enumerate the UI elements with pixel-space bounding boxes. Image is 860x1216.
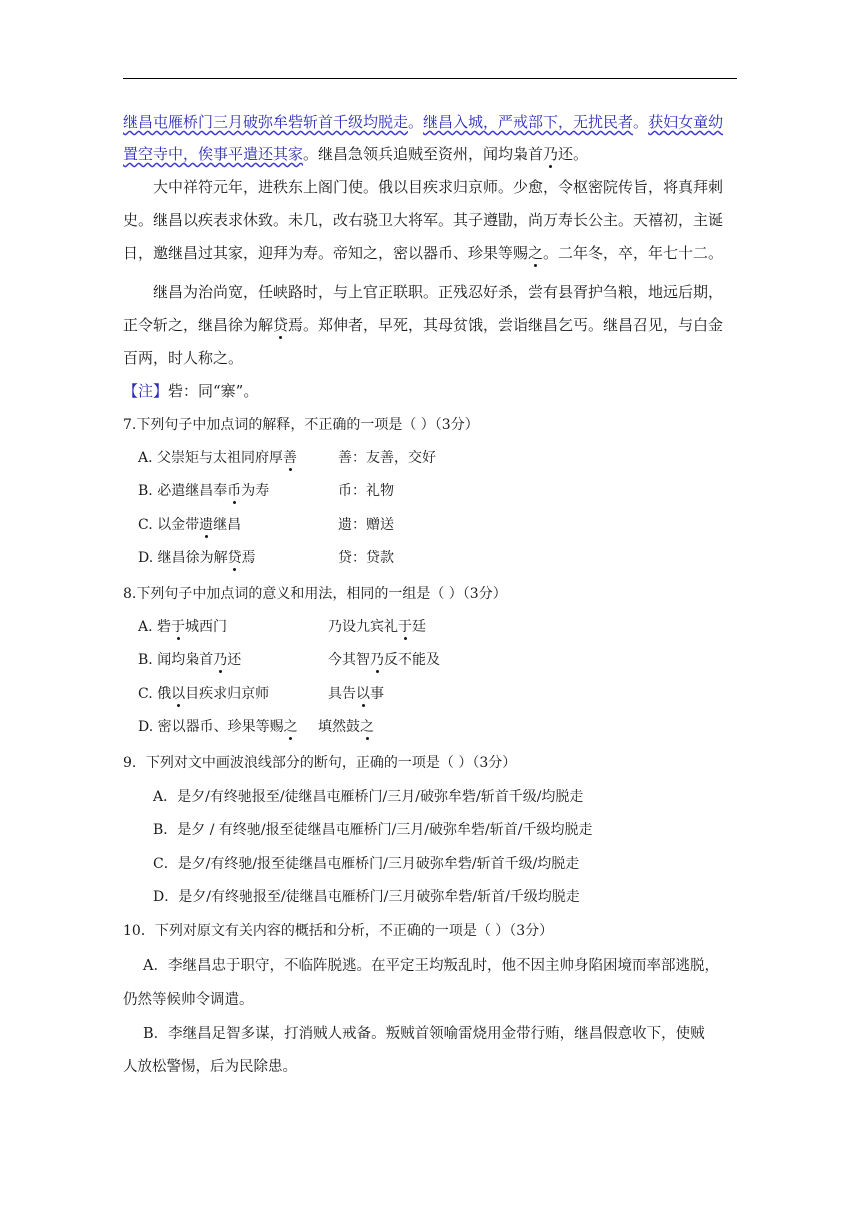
compare-text: 事 — [370, 686, 384, 702]
dotted-word: 贷 — [273, 316, 289, 334]
q8-option-a — [138, 617, 227, 637]
dotted-word: 善 — [283, 450, 298, 466]
option-text: B. 必遣继昌奉 — [138, 483, 228, 499]
dotted-word: 乃 — [370, 652, 384, 668]
dotted-word: 乃 — [213, 652, 228, 668]
dotted-word: 于 — [171, 619, 186, 635]
q7-gloss-a: 善：友善，交好 — [338, 450, 436, 466]
q9-option-b: B．是夕 / 有终驰/报至徒继昌屯雁桥门/三月/破弥牟砦/斩首/千级均脱走 — [153, 822, 593, 838]
text: 焉。郑伸者，早死，其母贫饿，尝诣继昌乞丐。继昌召见，与白金 — [288, 316, 724, 334]
compare-text: 具告 — [328, 686, 356, 702]
option-text: D. 继昌徐为解 — [138, 550, 228, 566]
note — [123, 381, 258, 401]
text: 还。 — [558, 145, 589, 163]
option-text: A. 砦 — [138, 619, 172, 635]
compare-text: 乃设九宾礼 — [328, 619, 398, 635]
underlined-sentence: 继昌入城，严戒部下，无扰民者 — [423, 113, 634, 131]
q8-compare-a — [328, 617, 426, 637]
para2-line-1: 大中祥符元年，进秩东上阁门使。俄以目疾求归京师。少愈，令枢密院传旨，将真拜刺 — [153, 178, 724, 196]
dotted-word: 以 — [171, 686, 186, 702]
q7-stem: 7.下列句子中加点词的解释，不正确的一项是（ ）（3分） — [123, 417, 479, 433]
q7-option-c — [138, 515, 241, 535]
option-text: C. 俄 — [138, 686, 172, 702]
note-label: 【注】 — [123, 382, 169, 400]
compare-text: 今其智 — [328, 652, 370, 668]
option-text: 焉 — [241, 550, 256, 566]
q7-gloss-d: 贷：贷款 — [338, 550, 394, 566]
dotted-word: 之 — [528, 244, 544, 262]
q7-gloss-b: 币：礼物 — [338, 483, 394, 499]
q8-compare-b — [328, 650, 440, 670]
q8-option-d — [138, 717, 298, 737]
punctuation: 。 — [408, 113, 424, 131]
q7-option-b — [138, 481, 269, 501]
option-text: 为寿 — [241, 483, 270, 499]
q9-option-a: A．是夕/有终驰报至/徒继昌屯雁桥门/三月/破弥牟砦/斩首千级/均脱走 — [153, 789, 584, 805]
q10-option-b-line1: B．李继昌足智多谋，打消贼人戒备。叛贼首领喻雷烧用金带行贿，继昌假意收下，使贼 — [143, 1026, 705, 1042]
punctuation: 。 — [633, 113, 649, 131]
option-text: 目疾求归京师 — [185, 686, 270, 702]
q9-option-d: D．是夕/有终驰报至/徒继昌屯雁桥门/三月破弥牟砦/斩首/千级均脱走 — [153, 889, 580, 905]
dotted-word: 以 — [356, 686, 370, 702]
passage-line-1 — [123, 112, 723, 132]
note-text: 砦：同“寨”。 — [168, 382, 259, 400]
q9-option-c: C．是夕/有终驰/报至徒继昌屯雁桥门/三月破弥牟砦/斩首千级/均脱走 — [153, 856, 580, 872]
compare-text: 廷 — [412, 619, 426, 635]
option-text: 继昌 — [213, 517, 242, 533]
wavy-underlined-sentence: 继昌屯雁桥门三月破弥牟砦斩首千级均脱走 — [123, 113, 409, 131]
text: 。继昌急领兵追贼至资州，闻均枭首 — [303, 145, 544, 163]
dotted-word: 币 — [227, 483, 242, 499]
q8-stem: 8.下列句子中加点词的意义和用法，相同的一组是（ ）（3分） — [123, 586, 507, 602]
header-rule — [123, 78, 737, 79]
q7-option-d — [138, 548, 256, 568]
para3-line-2 — [123, 315, 723, 335]
q10-option-b-line2: 人放松警惕，后为民除患。 — [123, 1059, 297, 1075]
q10-option-a-line2: 仍然等候帅令调遣。 — [123, 992, 254, 1008]
option-text: A. 父崇矩与太祖同府厚 — [138, 450, 284, 466]
q7-option-a — [138, 448, 297, 468]
q10-option-a-line1: A．李继昌忠于职守，不临阵脱逃。在平定王均叛乱时，他不因主帅身陷困境而率部逃脱， — [143, 958, 719, 974]
compare-text: 反不能及 — [384, 652, 440, 668]
option-text: 还 — [227, 652, 242, 668]
q8-compare-d — [318, 717, 374, 737]
text: 。二年冬，卒，年七十二。 — [543, 244, 724, 262]
dotted-word: 于 — [398, 619, 412, 635]
para3-line-3: 百两，时人称之。 — [123, 349, 244, 367]
option-text: D. 密以器币、珍果等赐 — [138, 719, 284, 735]
compare-text: 填然鼓 — [318, 719, 360, 735]
para3-line-1: 继昌为治尚宽，任峡路时，与上官正联职。正残忍好杀，尝有县胥护刍粮，地远后期， — [153, 283, 724, 301]
q8-compare-c — [328, 684, 384, 704]
option-text: B. 闻均枭首 — [138, 652, 214, 668]
option-text: 城西门 — [185, 619, 228, 635]
underlined-sentence: 置空寺中，俟事平遣还其家 — [123, 145, 304, 163]
dotted-word: 遗 — [199, 517, 214, 533]
para2-line-3 — [123, 243, 723, 263]
passage-line-2 — [123, 144, 588, 164]
q8-option-c — [138, 684, 269, 704]
dotted-word: 之 — [360, 719, 374, 735]
para2-line-2: 史。继昌以疾表求休致。未几，改右骁卫大将军。其子遵勖，尚万寿长公主。天禧初，主诞 — [123, 211, 724, 229]
dotted-word: 之 — [283, 719, 298, 735]
q7-gloss-c: 遗：赠送 — [338, 517, 394, 533]
q8-option-b — [138, 650, 241, 670]
q10-stem: 10．下列对原文有关内容的概括和分析，不正确的一项是（ ）（3分） — [123, 923, 554, 939]
text: 正令斩之，继昌徐为解 — [123, 316, 274, 334]
text: 日，邀继昌过其家，迎拜为寿。帝知之，密以器币、珍果等赐 — [123, 244, 529, 262]
dotted-word: 乃 — [543, 145, 559, 163]
dotted-word: 贷 — [227, 550, 242, 566]
option-text: C. 以金带 — [138, 517, 200, 533]
underlined-sentence: 获妇女童幼 — [648, 113, 724, 131]
q9-stem: 9．下列对文中画波浪线部分的断句，正确的一项是（ ）（3分） — [123, 755, 517, 771]
